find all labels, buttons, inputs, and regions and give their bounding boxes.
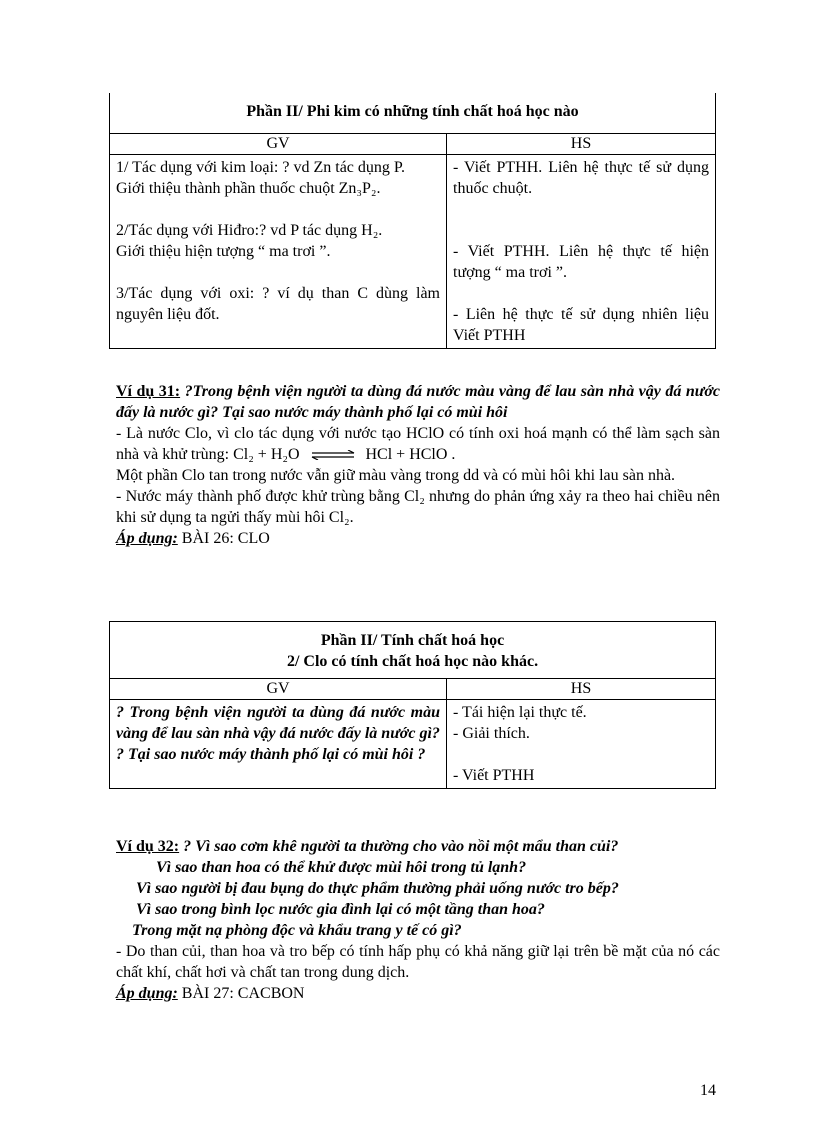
example-31-apply: Áp dụng: BÀI 26: CLO — [116, 530, 270, 547]
table-chlorine — [109, 621, 716, 789]
example-32-question-2: Vì sao than hoa có thể khử được mùi hôi trong tủ lạnh? — [156, 859, 527, 876]
column-header-gv: GV — [110, 134, 447, 155]
table-properties — [109, 93, 716, 349]
table-row — [110, 700, 716, 789]
column-header-gv: GV — [110, 679, 447, 700]
hs-cell: - Tái hiện lại thực tế. - Giải thích. - Viết PTHH — [447, 700, 716, 789]
example-32-apply: Áp dụng: BÀI 27: CACBON — [116, 985, 305, 1002]
column-header-hs: HS — [447, 679, 716, 700]
column-header-hs: HS — [447, 134, 716, 155]
table-row — [110, 155, 716, 349]
equation: Cl₂ + H₂O HCl + HClO . — [233, 446, 456, 463]
example-32-answer: - Do than củi, than hoa và tro bếp có tính hấp phụ có khả năng giữ lại trên bề mặt của nó các chất khí, chất hơi và chất tan trong dung dịch. — [116, 943, 720, 981]
example-32-question-4: Vì sao trong bình lọc nước gia đình lại có một tầng than hoa? — [136, 901, 545, 918]
equilibrium-arrow-icon — [310, 450, 356, 460]
example-31-question: Ví dụ 31: ?Trong bệnh viện người ta dùng đá nước màu vàng để lau sàn nhà vậy đá nước đấy là nước gì? Tại sao nước máy thành phố lại có mùi hôi — [116, 383, 721, 421]
example-31-answer-1: - Là nước Clo, vì clo tác dụng với nước tạo HClO có tính oxi hoá mạnh có thể làm sạch sàn nhà và khử trùng: Cl₂ + H₂O HCl + HClO . — [116, 425, 720, 463]
example-32-question-3: Vì sao người bị đau bụng do thực phẩm thường phải uống nước tro bếp? — [136, 880, 619, 897]
table-header: Phần II/ Phi kim có những tính chất hoá học nào — [110, 93, 716, 134]
gv-cell: ? Trong bệnh viện người ta dùng đá nước màu vàng để lau sàn nhà vậy đá nước đấy là nước gì? ? Tại sao nước máy thành phố lại có mùi hôi ? — [110, 700, 447, 789]
example-32-question-1: Ví dụ 32: ? Vì sao cơm khê người ta thường cho vào nồi một mẩu than củi? — [116, 838, 619, 855]
example-32-question-5: Trong mặt nạ phòng độc và khẩu trang y tế có gì? — [132, 922, 462, 939]
example-31 — [116, 381, 720, 549]
table-header: Phần II/ Tính chất hoá học 2/ Clo có tính chất hoá học nào khác. — [110, 622, 716, 679]
hs-cell: - Viết PTHH. Liên hệ thực tế sử dụng thuốc chuột. - Viết PTHH. Liên hệ thực tế hiện tượng “ ma trơi ”. - Liên hệ thực tế sử dụng nhiên liệu Viết PTHH — [447, 155, 716, 349]
example-31-answer-3: - Nước máy thành phố được khử trùng bằng Cl₂ nhưng do phản ứng xảy ra theo hai chiều nên khi sử dụng ta ngửi thấy mùi hôi Cl₂. — [116, 488, 720, 526]
page-number: 14 — [700, 1082, 716, 1099]
example-31-answer-2: Một phần Clo tan trong nước vẫn giữ màu vàng trong dd và có mùi hôi khi lau sàn nhà. — [116, 467, 676, 484]
example-32 — [116, 836, 720, 1004]
gv-cell: 1/ Tác dụng với kim loại: ? vd Zn tác dụng P. Giới thiệu thành phần thuốc chuột Zn₃P₂. 2/Tác dụng với Hiđro:? vd P tác dụng H₂. Giới thiệu hiện tượng “ ma trơi ”. 3/Tác dụng với oxi: ? ví dụ than C dùng làm nguyên liệu đốt. — [110, 155, 447, 349]
